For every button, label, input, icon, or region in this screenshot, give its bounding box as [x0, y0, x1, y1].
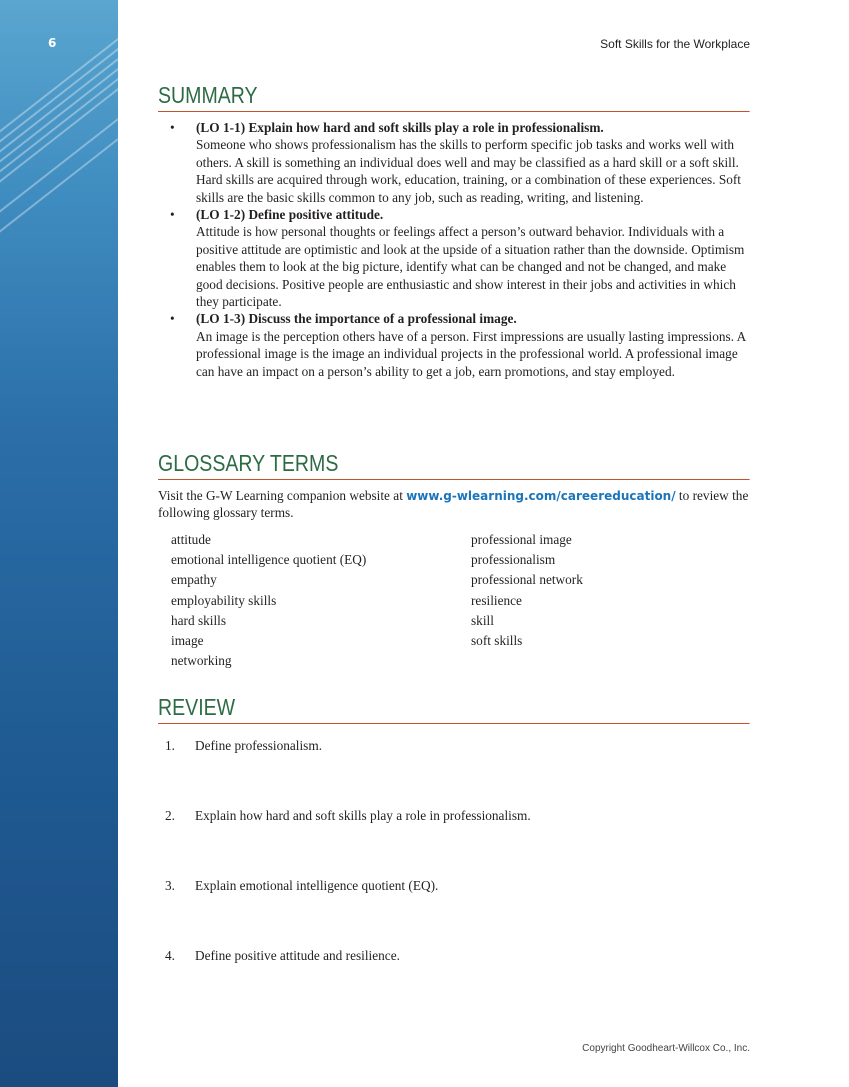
summary-heading: SUMMARY: [158, 82, 750, 112]
summary-item-title: (LO 1-3) Discuss the importance of a professional image.: [196, 311, 517, 327]
review-question: [165, 737, 322, 754]
glossary-term: networking: [171, 653, 232, 669]
glossary-heading: GLOSSARY TERMS: [158, 450, 750, 480]
glossary-term: attitude: [171, 532, 211, 547]
glossary-term: professional image: [471, 532, 572, 547]
glossary-column-1: [171, 530, 366, 671]
question-number: 1.: [165, 738, 175, 753]
decorative-sidebar: [0, 0, 118, 1087]
summary-list: [158, 119, 750, 380]
summary-item-body: Attitude is how personal thoughts or feelings affect a person’s outward behavior. Individuals with a positive attitude are optimistic and look at the upside of a situation rather than the downside. Optimism enables them to look at the big picture, identify what can be changed and not be changed, and make good decisions. Positive people are enthusiastic and show interest in their jobs and activities in which they participate.: [196, 224, 745, 310]
glossary-term: professional network: [471, 572, 583, 588]
summary-item-title: (LO 1-1) Explain how hard and soft skills play a role in professionalism.: [196, 120, 604, 135]
glossary-term: professionalism: [471, 552, 556, 568]
page-number: 6: [48, 36, 57, 50]
review-heading: REVIEW: [158, 694, 750, 724]
glossary-term: employability skills: [171, 592, 277, 608]
intro-text: Visit the G-W Learning companion website at: [158, 488, 407, 503]
glossary-term: image: [171, 633, 204, 649]
question-text: Define positive attitude and resilience.: [195, 948, 400, 963]
question-text: Define professionalism.: [195, 738, 323, 753]
glossary-term: soft skills: [471, 633, 523, 649]
glossary-term: resilience: [471, 592, 522, 608]
question-text: Explain how hard and soft skills play a role in professionalism.: [195, 808, 531, 823]
glossary-term: emotional intelligence quotient (EQ): [171, 552, 367, 568]
question-number: 3.: [165, 878, 175, 893]
glossary-term: empathy: [171, 572, 217, 588]
glossary-intro: [158, 487, 750, 522]
review-question: [165, 947, 400, 964]
summary-item: [158, 119, 750, 206]
glossary-term: hard skills: [171, 612, 227, 628]
glossary-column-2: [471, 530, 583, 651]
review-question: [165, 877, 438, 894]
summary-item: [158, 310, 750, 380]
intro-text: to review the following glossary terms.: [158, 488, 749, 521]
question-number: 2.: [165, 808, 175, 823]
glossary-term: skill: [471, 612, 494, 628]
summary-item-body: An image is the perception others have of a person. First impressions are usually lasting impressions. A professional image is the image an individual projects in the professional world. A professional image can have an impact on a person’s ability to get a job, earn promotions, and stay employed.: [196, 328, 746, 379]
summary-item: [158, 206, 750, 310]
review-question: [165, 807, 531, 824]
question-number: 4.: [165, 948, 175, 963]
summary-item-body: Someone who shows professionalism has the skills to perform specific job tasks and works well with others. A skill is something an individual does well and may be classified as a hard skill or a soft skill. Hard skills are acquired through work, education, training, or a combination of these experiences. Soft skills are the basic skills common to any job, such as reading, writing, and listening.: [196, 137, 742, 205]
copyright-footer: Copyright Goodheart-Willcox Co., Inc.: [582, 1043, 750, 1054]
running-head: Soft Skills for the Workplace: [600, 37, 750, 51]
summary-item-title: (LO 1-2) Define positive attitude.: [196, 207, 384, 223]
companion-website-link[interactable]: www.g-wlearning.com/careereducation/: [406, 489, 676, 503]
question-text: Explain emotional intelligence quotient (EQ).: [195, 878, 439, 893]
